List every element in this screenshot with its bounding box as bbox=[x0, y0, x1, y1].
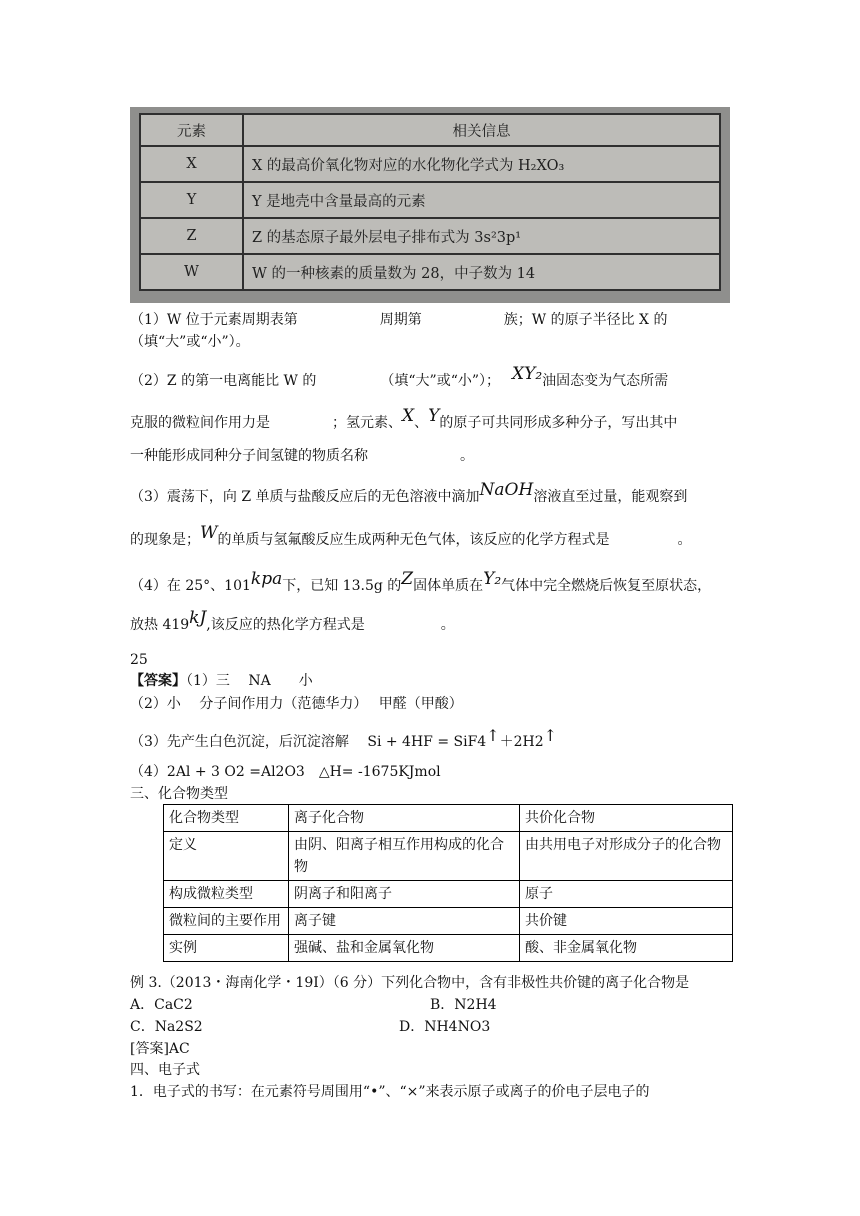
table-cell: 阴离子和阳离子 bbox=[289, 881, 520, 908]
q4-text-e: 放热 419 bbox=[130, 617, 190, 633]
table-cell: 离子化合物 bbox=[289, 805, 520, 832]
question-3-line2 bbox=[130, 523, 692, 550]
answer-line-1 bbox=[130, 671, 313, 691]
table-row bbox=[140, 218, 720, 254]
table-row bbox=[140, 146, 720, 182]
q3-text-e: 。 bbox=[677, 532, 692, 548]
example-3-options-cd bbox=[130, 1017, 490, 1037]
answer-3: （3）先产生白色沉淀，后沉淀溶解 Si + 4HF = SiF4 bbox=[130, 734, 487, 750]
q2-text-b: （填“大”或“小”）； bbox=[380, 373, 501, 389]
table-cell: 构成微粒类型 bbox=[164, 881, 289, 908]
q3-text-d: 的单质与氢氟酸反应生成两种无色气体，该反应的化学方程式是 bbox=[217, 532, 610, 548]
info-header-info: 相关信息 bbox=[243, 114, 720, 146]
symbol-z: Z bbox=[401, 569, 414, 589]
section-3-title: 三、化合物类型 bbox=[130, 786, 228, 802]
formula-naoh: NaOH bbox=[479, 480, 534, 500]
answer-line-3 bbox=[130, 726, 558, 752]
option-d: D．NH4NO3 bbox=[399, 1019, 491, 1035]
element-cell: W bbox=[140, 254, 243, 290]
table-row bbox=[164, 935, 733, 962]
question-2 bbox=[130, 364, 669, 391]
q2-text-e: ；氢元素、 bbox=[332, 415, 402, 431]
q3-text-b: 溶液直至过量，能观察到 bbox=[533, 489, 688, 505]
q2-text-d: 克服的微粒间作用力是 bbox=[130, 415, 270, 431]
q2-text-a: （2）Z 的第一电离能比 W 的 bbox=[130, 373, 317, 389]
answer-3b: ＋2H2 bbox=[499, 734, 544, 750]
question-1 bbox=[130, 310, 667, 330]
q4-text-b: 下，已知 13.5g 的 bbox=[282, 578, 402, 594]
table-cell: 微粒间的主要作用 bbox=[164, 908, 289, 935]
info-cell: X 的最高价氧化物对应的水化物化学式为 H₂XO₃ bbox=[243, 146, 720, 182]
answer-line-2: （2）小 分子间作用力（范德华力） 甲醛（甲酸） bbox=[130, 696, 463, 712]
table-cell: 定义 bbox=[164, 832, 289, 881]
question-4-line2 bbox=[130, 608, 455, 635]
table-cell: 原子 bbox=[520, 881, 733, 908]
table-cell: 化合物类型 bbox=[164, 805, 289, 832]
table-cell: 共价键 bbox=[520, 908, 733, 935]
symbol-w: W bbox=[200, 523, 218, 543]
q1-text-a: （1）W 位于元素周期表第 bbox=[130, 312, 298, 328]
formula-y2: Y₂ bbox=[483, 569, 502, 589]
table-cell: 强碱、盐和金属氧化物 bbox=[289, 935, 520, 962]
table-row bbox=[140, 254, 720, 290]
q2-text-c: 油固态变为气态所需 bbox=[542, 373, 669, 389]
table-cell: 离子键 bbox=[289, 908, 520, 935]
unit-kpa: kpa bbox=[250, 569, 283, 589]
answer-1: （1）三 NA 小 bbox=[186, 673, 313, 689]
unit-kj: kJ bbox=[189, 608, 207, 628]
table-cell: 酸、非金属氧化物 bbox=[520, 935, 733, 962]
up-arrow-icon: ↑ bbox=[486, 726, 500, 745]
q3-text-c: 的现象是； bbox=[130, 532, 200, 548]
table-row bbox=[164, 805, 733, 832]
info-cell: Z 的基态原子最外层电子排布式为 3s²3p¹ bbox=[243, 218, 720, 254]
table-row bbox=[164, 908, 733, 935]
up-arrow-icon: ↑ bbox=[543, 726, 558, 745]
example-3-question: 例 3.（2013・海南化学・19I）（6 分）下列化合物中，含有非极性共价键的离子化合物是 bbox=[130, 975, 690, 991]
q4-text-g: 。 bbox=[440, 617, 455, 633]
q4-text-f: ,该反应的热化学方程式是 bbox=[206, 617, 365, 633]
formula-xy2: XY₂ bbox=[512, 364, 543, 384]
table-row bbox=[140, 182, 720, 218]
question-3 bbox=[130, 480, 688, 507]
q2-separator: 、 bbox=[414, 415, 429, 431]
symbol-x: X bbox=[402, 406, 415, 426]
info-cell: Y 是地壳中含量最高的元素 bbox=[243, 182, 720, 218]
q1-text-c: 族；W 的原子半径比 X 的 bbox=[503, 312, 668, 328]
element-cell: Y bbox=[140, 182, 243, 218]
symbol-y: Y bbox=[428, 406, 440, 426]
q2-text-g: 一种能形成同种分子间氢键的物质名称 bbox=[130, 448, 368, 464]
q1-text-b: 周期第 bbox=[379, 312, 422, 328]
q4-text-d: 气体中完全燃烧后恢复至原状态， bbox=[501, 578, 712, 594]
section-4-title: 四、电子式 bbox=[130, 1062, 200, 1078]
question-2-line3 bbox=[130, 446, 474, 466]
question-1-cont: （填“大”或“小”）。 bbox=[130, 334, 250, 350]
table-row bbox=[164, 881, 733, 908]
q2-text-f: 的原子可共同形成多种分子，写出其中 bbox=[439, 415, 678, 431]
table-cell: 共价化合物 bbox=[520, 805, 733, 832]
question-4 bbox=[130, 569, 712, 596]
table-cell: 由共用电子对形成分子的化合物 bbox=[520, 832, 733, 881]
example-3-options-ab bbox=[130, 995, 497, 1015]
q2-text-h: 。 bbox=[460, 448, 474, 464]
problem-number: 25 bbox=[130, 652, 148, 668]
element-cell: Z bbox=[140, 218, 243, 254]
table-cell: 实例 bbox=[164, 935, 289, 962]
info-table-photo bbox=[130, 107, 730, 303]
info-header-element: 元素 bbox=[140, 114, 243, 146]
table-cell: 由阴、阳离子相互作用构成的化合物 bbox=[289, 832, 520, 881]
info-cell: W 的一种核素的质量数为 28，中子数为 14 bbox=[243, 254, 720, 290]
answer-label: 【答案】 bbox=[130, 673, 186, 689]
info-table bbox=[139, 113, 721, 291]
q3-text-a: （3）震荡下，向 Z 单质与盐酸反应后的无色溶液中滴加 bbox=[130, 489, 480, 505]
option-a: A．CaC2 bbox=[130, 997, 193, 1013]
element-cell: X bbox=[140, 146, 243, 182]
q4-text-c: 固体单质在 bbox=[413, 578, 484, 594]
table-row bbox=[164, 832, 733, 881]
option-b: B．N2H4 bbox=[430, 997, 497, 1013]
q4-text-a: （4）在 25°、101 bbox=[130, 578, 251, 594]
option-c: C．Na2S2 bbox=[130, 1019, 203, 1035]
compound-type-table bbox=[163, 804, 733, 962]
question-2-line2 bbox=[130, 406, 678, 433]
section-4-item-1: 1．电子式的书写：在元素符号周围用“•”、“×”来表示原子或离子的价电子层电子的 bbox=[130, 1084, 650, 1100]
info-table-header bbox=[140, 114, 720, 146]
answer-line-4: （4）2Al + 3 O2 =Al2O3 △H= -1675KJmol bbox=[130, 764, 441, 780]
example-3-answer: [答案]AC bbox=[130, 1041, 190, 1057]
